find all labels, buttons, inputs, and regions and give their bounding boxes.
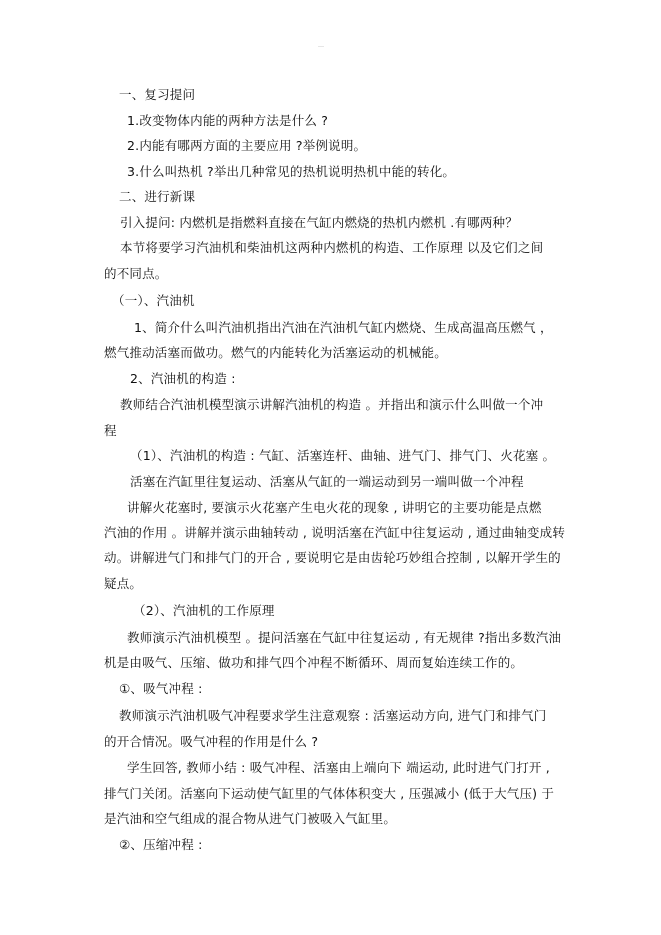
paragraph-line: 的开合情况。吸气冲程的作用是什么 ? xyxy=(104,734,319,749)
paragraph-line: 机是由吸气、压缩、做功和排气四个冲程不断循环、周而复始连续工作的。 xyxy=(104,655,524,670)
paragraph-line: 本节将要学习汽油机和柴油机这两种内燃机的构造、工作原理 以及它们之间 xyxy=(120,240,544,255)
question-3: 3.什么叫热机 ?举出几种常见的热机说明热机中能的转化。 xyxy=(127,164,456,179)
paragraph-line: 程 xyxy=(104,423,117,438)
scan-mark xyxy=(318,46,324,50)
subheading-principle: （2）、汽油机的工作原理 xyxy=(133,603,275,618)
paragraph-line: 讲解火花塞时, 要演示火花塞产生电火花的现象 , 讲明它的主要功能是点燃 xyxy=(127,500,542,515)
question-1: 1.改变物体内能的两种方法是什么 ? xyxy=(127,113,329,128)
paragraph-line: 活塞在汽缸里往复运动、活塞从气缸的一端运动到另一端叫做一个冲程 xyxy=(130,474,524,489)
paragraph-line: 1、简介什么叫汽油机指出汽油在汽油机气缸内燃烧、生成高温高压燃气 ， xyxy=(134,320,553,335)
paragraph-line: 是汽油和空气组成的混合物从进气门被吸入气缸里。 xyxy=(104,811,397,826)
question-2: 2.内能有哪两方面的主要应用 ?举例说明。 xyxy=(127,138,367,153)
paragraph-line: 汽油的作用 。讲解并演示曲轴转动 , 说明活塞在汽缸中往复运动 , 通过曲轴变成转 xyxy=(104,525,566,540)
paragraph-line: 动。讲解进气门和排气门的开合 , 要说明它是由齿轮巧妙组合控制 , 以解开学生的 xyxy=(104,550,561,565)
subheading-structure: 2、汽油机的构造 : xyxy=(130,371,236,386)
paragraph-line: 教师演示汽油机吸气冲程要求学生注意观察 : 活塞运动方向, 进气门和排气门 xyxy=(119,708,547,723)
paragraph-line: 燃气推动活塞而做功。燃气的内能转化为活塞运动的机械能。 xyxy=(104,345,447,360)
intro-question: 引入提问: 内燃机是指燃料直接在气缸内燃烧的热机内燃机 .有哪两种？ xyxy=(120,215,518,230)
subheading-intake-stroke: ①、吸气冲程 : xyxy=(119,681,203,696)
paragraph-line: 教师结合汽油机模型演示讲解汽油机的构造 。并指出和演示什么叫做一个冲 xyxy=(120,397,544,412)
heading-review: 一、复习提问 xyxy=(119,87,196,102)
paragraph-line: 排气门关闭。活塞向下运动使气缸里的气体体积变大 , 压强减小 (低于大气压) 于 xyxy=(104,786,555,801)
paragraph-line: 疑点。 xyxy=(104,576,143,591)
structure-list: （1）、汽油机的构造 : 气缸、活塞连杆、曲轴、进气门、排气门、火花塞 。 xyxy=(130,448,556,463)
paragraph-line: 的不同点。 xyxy=(104,266,168,281)
section-gasoline-engine: （一）、汽油机 xyxy=(112,293,195,308)
paragraph-line: 学生回答, 教师小结 : 吸气冲程、活塞由上端向下 端运动, 此时进气门打开 , xyxy=(127,760,550,775)
heading-new-lesson: 二、进行新课 xyxy=(119,189,196,204)
paragraph-line: 教师演示汽油机模型 。提问活塞在气缸中往复运动 , 有无规律 ?指出多数汽油 xyxy=(127,630,562,645)
subheading-compression-stroke: ②、压缩冲程 : xyxy=(119,837,203,852)
